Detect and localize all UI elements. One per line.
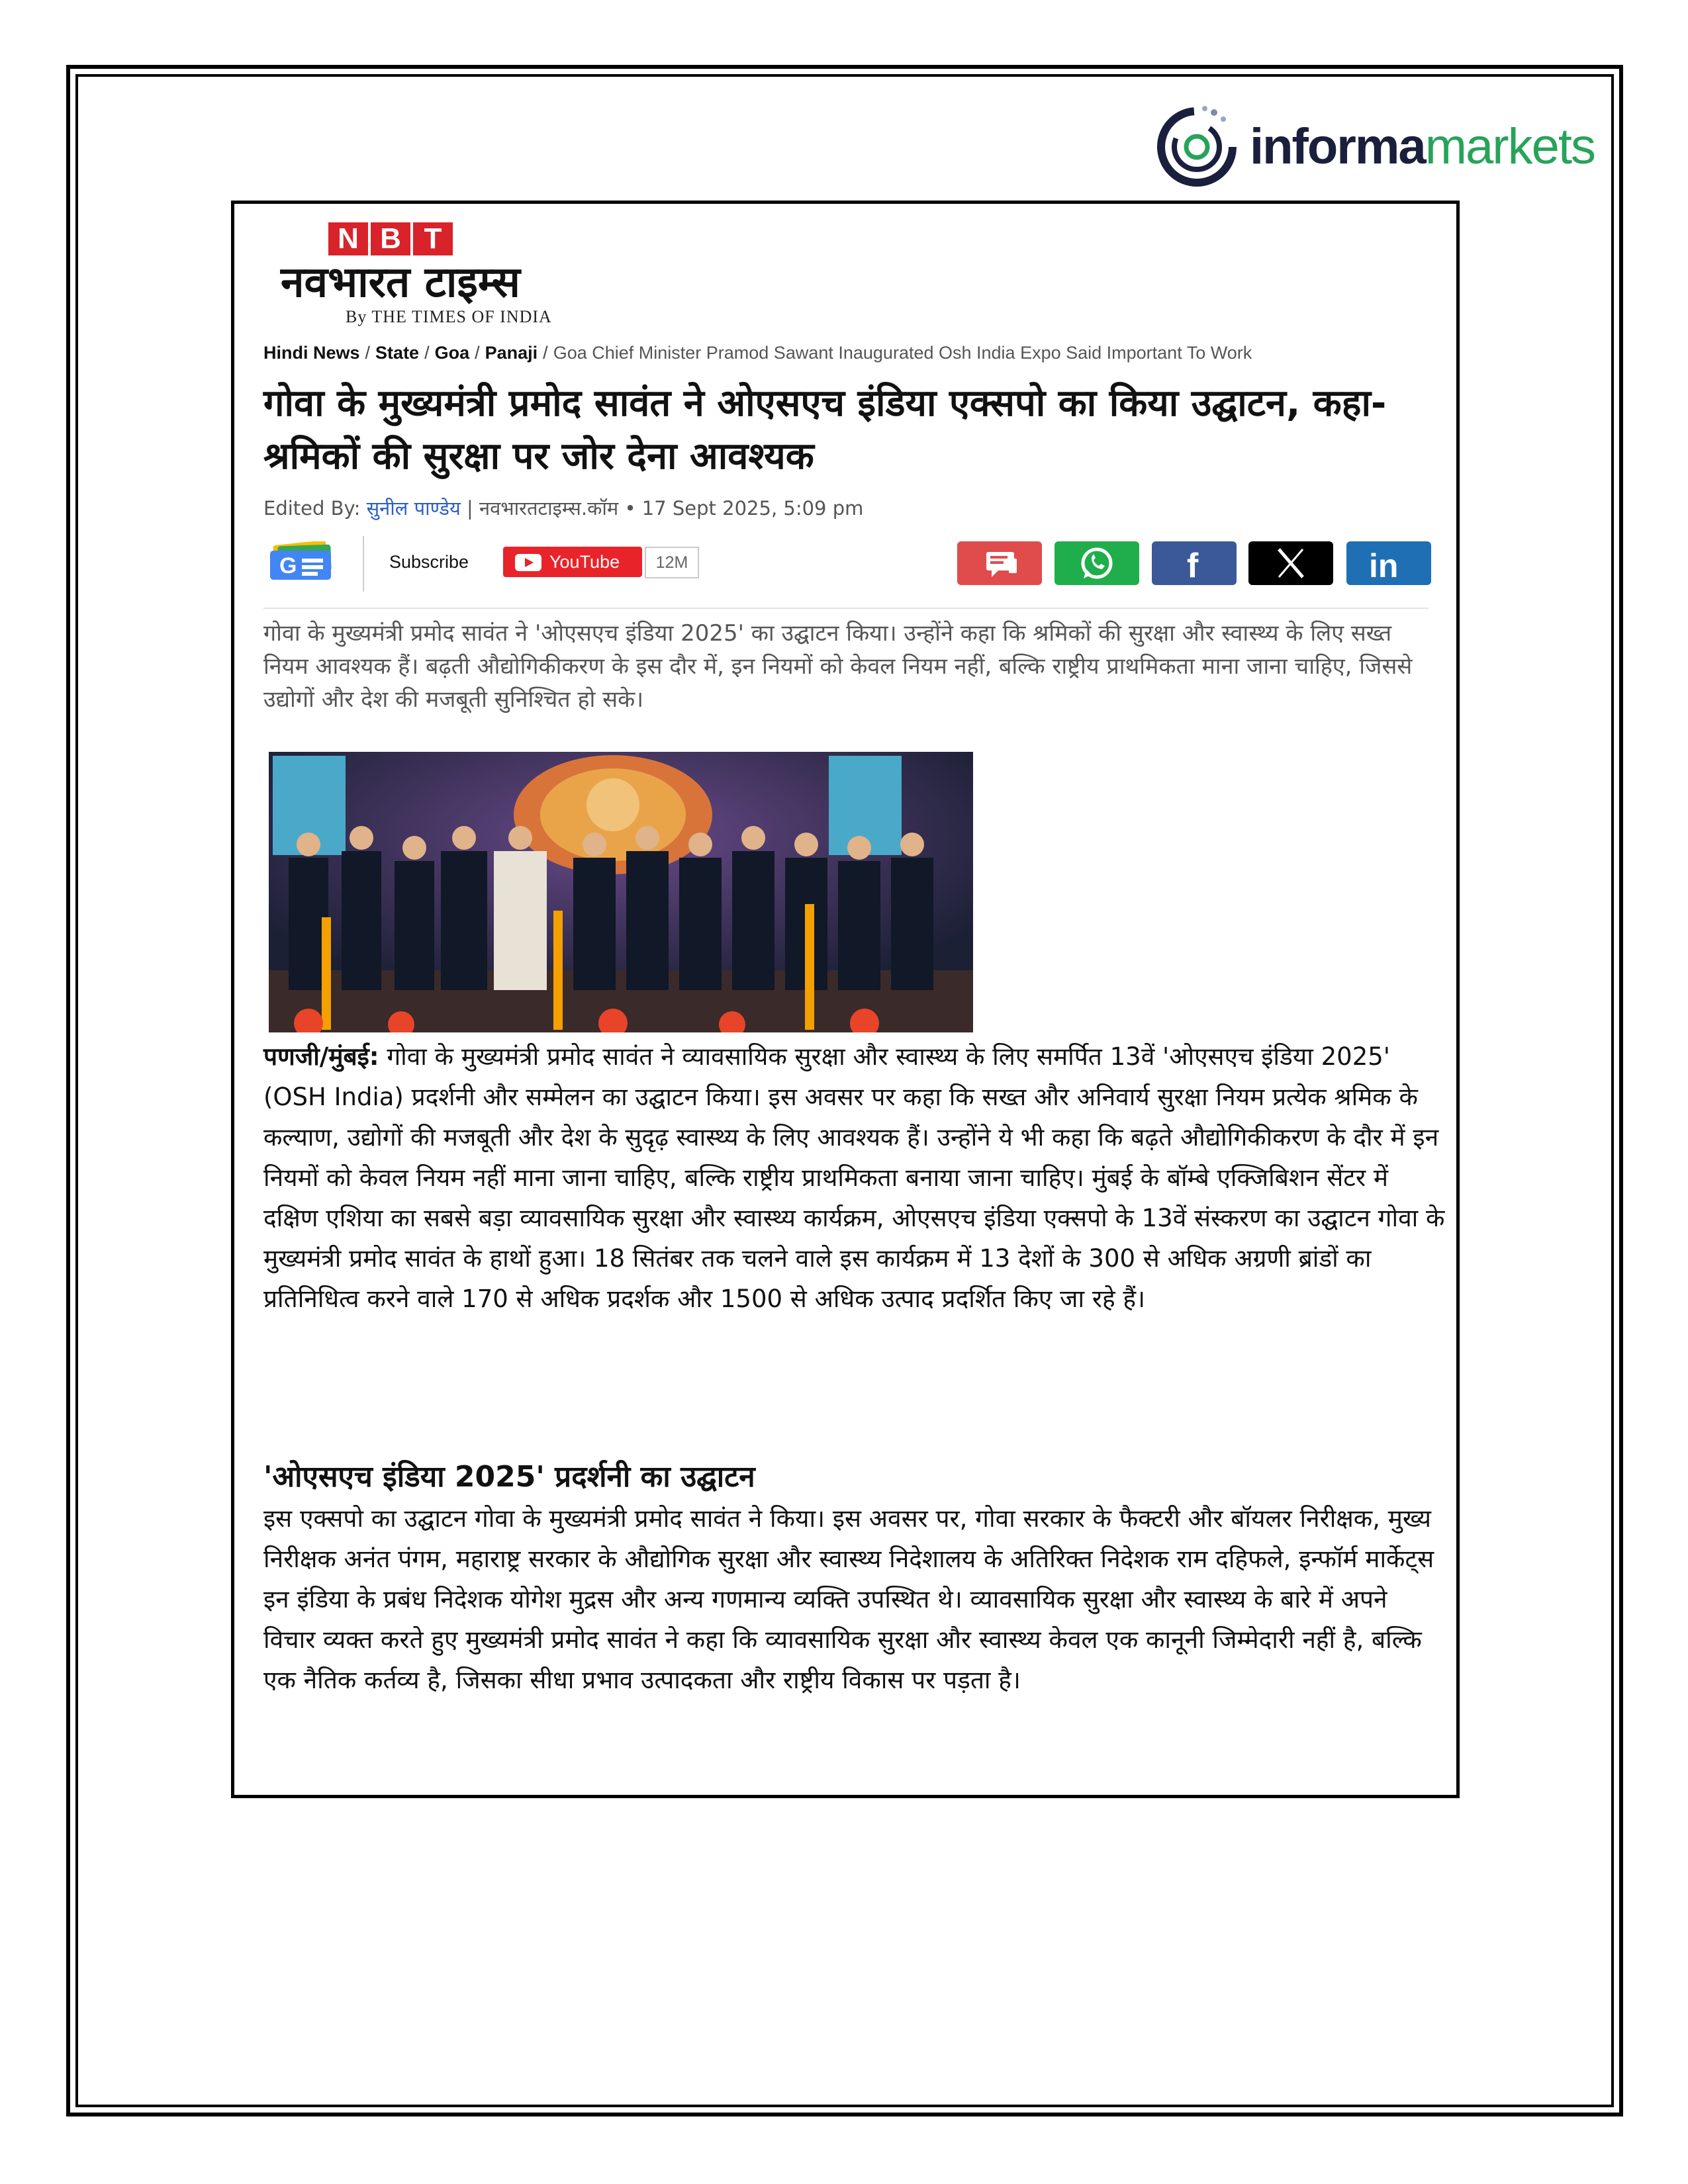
nbt-masthead[interactable] — [269, 222, 639, 326]
youtube-play-icon — [515, 554, 541, 571]
publish-date: 17 Sept 2025, 5:09 pm — [641, 497, 864, 520]
breadcrumb-panaji[interactable]: Panaji — [485, 343, 538, 363]
linkedin-icon — [1346, 541, 1431, 585]
youtube-subscriber-count: 12M — [645, 547, 699, 578]
informa-word: informa — [1250, 118, 1425, 175]
youtube-subscribe-button[interactable] — [503, 547, 642, 577]
article-photo — [269, 752, 973, 1032]
svg-text:f: f — [1187, 547, 1199, 585]
breadcrumb-hindi-news[interactable]: Hindi News — [263, 343, 360, 363]
svg-text:in: in — [1369, 547, 1399, 584]
breadcrumb-separator: / — [543, 343, 548, 363]
x-button[interactable] — [1248, 541, 1333, 585]
comment-button[interactable] — [957, 541, 1042, 585]
breadcrumb-state[interactable]: State — [375, 343, 420, 363]
breadcrumb-current: Goa Chief Minister Pramod Sawant Inaugurated Osh India Expo Said Important To Work — [553, 343, 1252, 363]
article-subheading: 'ओएसएच इंडिया 2025' प्रदर्शनी का उद्घाटन — [263, 1460, 755, 1494]
share-divider — [363, 536, 364, 592]
whatsapp-icon — [1055, 541, 1139, 585]
article-headline: गोवा के मुख्यमंत्री प्रमोद सावंत ने ओएसएच इंडिया एक्सपो का किया उद्घाटन, कहा- श्रमिकों की सुरक्षा पर जोर देना आवश्यक — [263, 382, 1387, 478]
facebook-button[interactable] — [1152, 541, 1237, 585]
nbt-letter-b: B — [371, 222, 410, 255]
svg-text:G: G — [279, 553, 297, 578]
markets-word: markets — [1425, 118, 1595, 175]
paragraph-1-text: गोवा के मुख्यमंत्री प्रमोद सावंत ने व्यावसायिक सुरक्षा और स्वास्थ्य के लिए समर्पित 13वें 'ओएसएच इंडिया 2025' (OSH India) प्रदर्शनी और सम्मेलन का उद्घाटन किया। इस अवसर पर कहा कि सख्त और अनिवार्य सुरक्षा नियम प्रत्येक श्रमिक के कल्याण, उद्योगों की मजबूती और देश के सुदृढ़ स्वास्थ्य के लिए आवश्यक हैं। उन्होंने ये भी कहा कि बढ़ते औद्योगिकीकरण के दौर में इन नियमों को केवल नियम नहीं माना जाना चाहिए, बल्कि राष्ट्रीय प्राथमिकता बनाया जाना चाहिए। मुंबई के बॉम्बे एक्जिबिशन सेंटर में दक्षिण एशिया का सबसे बड़ा व्यावसायिक सुरक्षा और स्वास्थ्य कार्यक्रम, ओएसएच इंडिया एक्सपो के 13वें संस्करण का उद्घाटन गोवा के मुख्यमंत्री प्रमोद सावंत के हाथों हुआ। 18 सितंबर तक चलने वाले इस कार्यक्रम में 13 देशों के 300 से अधिक अग्रणी ब्रांडों का प्रतिनिधित्व करने वाले 170 से अधिक प्रदर्शक और 1500 से अधिक उत्पाद प्रदर्शित किए जा रहे हैं। — [263, 1042, 1445, 1313]
nbt-letter-t: T — [413, 222, 453, 255]
nbt-letter-n: N — [328, 222, 368, 255]
nbt-hindi-name: नवभारत टाइम्स — [281, 257, 520, 307]
x-icon — [1248, 541, 1333, 585]
event-photo-illustration — [269, 752, 973, 1032]
share-toolbar — [263, 536, 1455, 589]
google-news-icon[interactable] — [267, 541, 336, 582]
article-byline — [263, 495, 863, 521]
article-summary: गोवा के मुख्यमंत्री प्रमोद सावंत ने 'ओएसएच इंडिया 2025' का उद्घाटन किया। उन्होंने कहा कि श्रमिकों की सुरक्षा और स्वास्थ्य के लिए सख्त नियम आवश्यक हैं। बढ़ती औद्योगिकीकरण के इस दौर में, इन नियमों को केवल नियम नहीं, बल्कि राष्ट्रीय प्राथमिकता माना जाना चाहिए, जिससे उद्योगों और देश की मजबूती सुनिश्चित हो सके। — [263, 620, 1413, 713]
youtube-label: YouTube — [549, 552, 620, 572]
informa-markets-logo — [1150, 99, 1595, 192]
informa-swirl-icon — [1150, 99, 1243, 192]
breadcrumb — [263, 343, 1460, 363]
edited-by-label: Edited By: — [263, 497, 361, 520]
whatsapp-button[interactable] — [1055, 541, 1139, 585]
nbt-letter-boxes — [328, 222, 453, 255]
article-dateline: पणजी/मुंबई: — [263, 1042, 379, 1071]
linkedin-button[interactable] — [1346, 541, 1431, 585]
breadcrumb-separator: / — [424, 343, 430, 363]
byline-dot: • — [624, 497, 636, 520]
summary-divider — [263, 608, 1429, 609]
facebook-icon — [1152, 541, 1237, 585]
news-clipping — [231, 201, 1460, 1798]
informa-wordmark — [1250, 118, 1595, 175]
byline-separator: | — [466, 497, 473, 520]
breadcrumb-separator: / — [365, 343, 371, 363]
comment-icon — [957, 541, 1042, 585]
author-link[interactable]: सुनील पाण्डेय — [366, 497, 461, 520]
article-body-paragraph-1 — [263, 1036, 1445, 1319]
article-body-paragraph-2: इस एक्सपो का उद्घाटन गोवा के मुख्यमंत्री प्रमोद सावंत ने किया। इस अवसर पर, गोवा सरकार के फैक्टरी और बॉयलर निरीक्षक, मुख्य निरीक्षक अनंत पंगम, महाराष्ट्र सरकार के औद्योगिक सुरक्षा और स्वास्थ्य निदेशालय के अतिरिक्त निदेशक राम दहिफले, इन्फॉर्म मार्केट्स इन इंडिया के प्रबंध निदेशक योगेश मुद्रस और अन्य गणमान्य व्यक्ति उपस्थित थे। व्यावसायिक सुरक्षा और स्वास्थ्य के बारे में अपने विचार व्यक्त करते हुए मुख्यमंत्री प्रमोद सावंत ने कहा कि व्यावसायिक सुरक्षा और स्वास्थ्य केवल एक कानूनी जिम्मेदारी नहीं है, बल्कि एक नैतिक कर्तव्य है, जिसका सीधा प्रभाव उत्पादकता और राष्ट्रीय विकास पर पड़ता है। — [263, 1504, 1434, 1694]
breadcrumb-separator: / — [475, 343, 480, 363]
breadcrumb-goa[interactable]: Goa — [434, 343, 470, 363]
byline-source: नवभारतटाइम्स.कॉम — [479, 497, 619, 520]
nbt-by-line: By THE TIMES OF INDIA — [346, 307, 552, 326]
subscribe-label: Subscribe — [389, 552, 469, 572]
